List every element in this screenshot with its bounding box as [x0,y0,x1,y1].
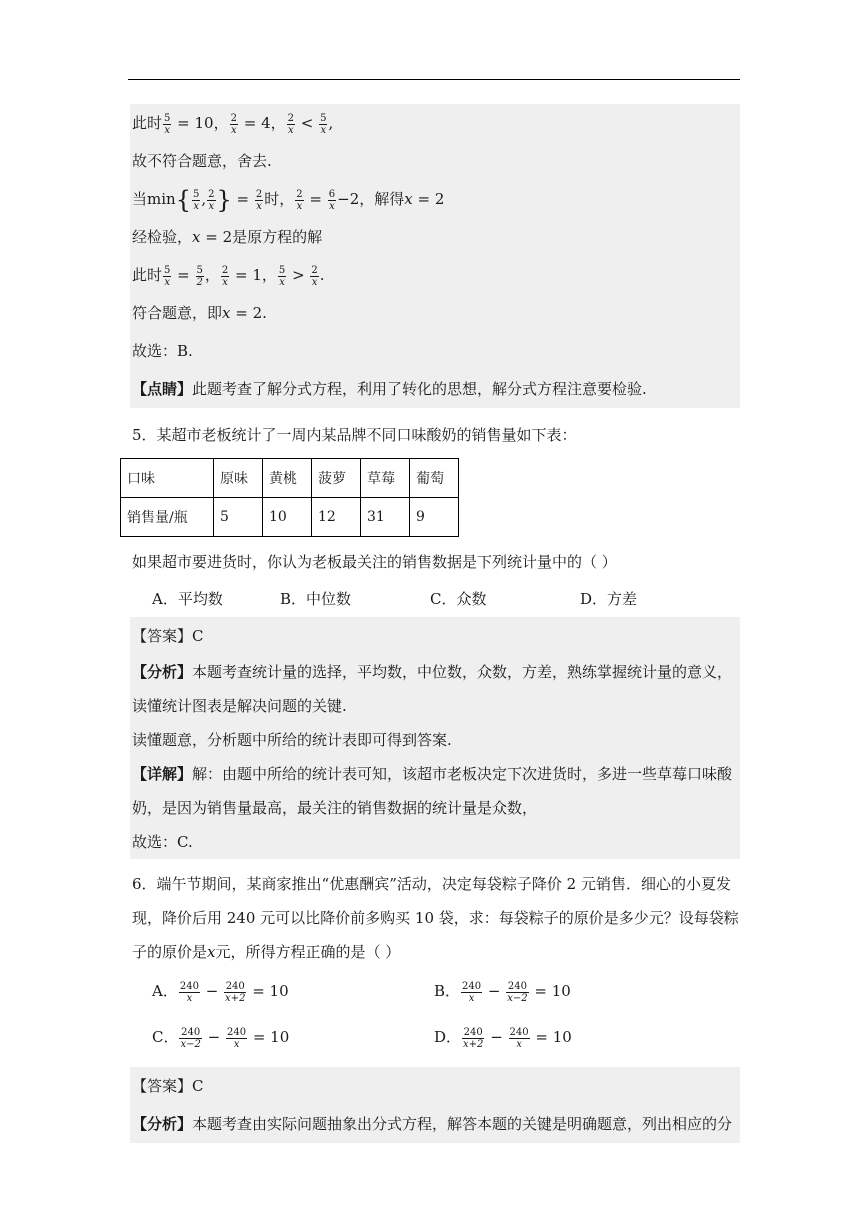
table-cell: 黄桃 [263,459,312,498]
comment-tag: 【点睛】 [132,380,193,398]
table-cell: 草莓 [361,459,410,498]
analysis-tag: 【分析】 [132,663,193,681]
previous-solution-block [130,104,740,408]
q6-analysis-line-1: 【分析】本题考查由实际问题抽象出分式方程，解答本题的关键是明确题意，列出相应的分 [132,1115,733,1133]
table-cell: 销售量/瓶 [121,498,214,537]
solution-line-2: 故不符合题意，舍去. [132,152,272,170]
q6-solution-block [130,1067,740,1143]
document-page [127,104,740,1143]
q6-stem-1: 6．端午节期间，某商家推出“优惠酬宾”活动，决定每袋粽子降价 2 元销售．细心的小夏发 [132,875,731,893]
table-cell: 葡萄 [410,459,459,498]
detail-tag: 【详解】 [132,765,193,783]
q6-options-row-2 [130,1015,740,1061]
option-c: C．众数 [430,590,487,608]
option-a: A． $\frac{240}{x}$ − $\frac{240}{x+2}$ = 10 [152,980,289,1004]
q6-options-row-1 [130,969,740,1015]
table-row [121,498,459,537]
solution-line-4: 经检验，𝑥 = 2是原方程的解 [132,228,323,246]
q5-detail-line-2: 奶，是因为销售量最高，最关注的销售数据的统计量是众数， [132,799,538,817]
q5-stem: 5．某超市老板统计了一周内某品牌不同口味酸奶的销售量如下表： [132,426,577,444]
solution-comment: 【点睛】此题考查了解分式方程，利用了转化的思想，解分式方程注意要检验. [132,380,647,398]
header-rule [128,79,740,80]
table-cell: 5 [214,498,263,537]
q6-stem-2: 现，降价后用 240 元可以比降价前多购买 10 袋，求：每袋粽子的原价是多少元？设每袋粽 [132,909,739,927]
option-b: B． $\frac{240}{x}$ − $\frac{240}{x-2}$ = 10 [434,980,571,1004]
analysis-tag: 【分析】 [132,1115,193,1133]
q5-options [130,581,740,617]
solution-line-3: 当min{ $\frac{5}{x}$ , $\frac{2}{x}$ } = $\frac{2}{x}$ 时， $\frac{2}{x}$ = $\frac{6}{x}$ −2，解得x = 2 [132,186,445,214]
option-b: B．中位数 [280,590,352,608]
option-a: A．平均数 [152,590,223,608]
table-cell: 31 [361,498,410,537]
q5-analysis-line-3: 读懂题意，分析题中所给的统计表即可得到答案. [132,731,452,749]
table-cell: 10 [263,498,312,537]
table-cell: 原味 [214,459,263,498]
q5-analysis-line-2: 读懂统计图表是解决问题的关键. [132,697,347,715]
q5-detail-line-1: 【详解】解：由题中所给的统计表可知，该超市老板决定下次进货时，多进一些草莓口味酸 [132,765,733,783]
q5-question: 如果超市要进货时，你认为老板最关注的销售数据是下列统计量中的（ ） [132,553,617,571]
q5-choose: 故选：C. [132,833,193,851]
table-cell: 菠萝 [312,459,361,498]
option-d: D． $\frac{240}{x+2}$ − $\frac{240}{x}$ = 10 [434,1026,572,1050]
table-cell: 12 [312,498,361,537]
q6-answer: 【答案】C [132,1077,204,1095]
q5-solution-block [130,617,740,859]
table-row [121,459,459,498]
solution-line-1: 此时 $\frac{5}{x}$ = 10， $\frac{2}{x}$ = 4， $\frac{2}{x}$ < $\frac{5}{x}$ , [132,112,334,136]
q6-stem-3: 子的原价是𝑥元，所得方程正确的是（ ） [132,943,401,961]
table-cell: 9 [410,498,459,537]
sales-table [120,458,459,537]
solution-line-7: 故选：B. [132,342,193,360]
option-d: D．方差 [580,590,638,608]
solution-line-5: 此时 $\frac{5}{x}$ = $\frac{5}{2}$ ， $\frac{2}{x}$ = 1， $\frac{5}{x}$ > $\frac{2}{x}$ . [132,264,325,288]
solution-line-6: 符合题意，即𝑥 = 2. [132,304,267,322]
option-c: C． $\frac{240}{x-2}$ − $\frac{240}{x}$ = 10 [152,1026,290,1050]
table-cell: 口味 [121,459,214,498]
q5-answer: 【答案】C [132,627,204,645]
q5-analysis-line-1: 【分析】本题考查统计量的选择，平均数，中位数，众数，方差，熟练掌握统计量的意义， [132,663,733,681]
